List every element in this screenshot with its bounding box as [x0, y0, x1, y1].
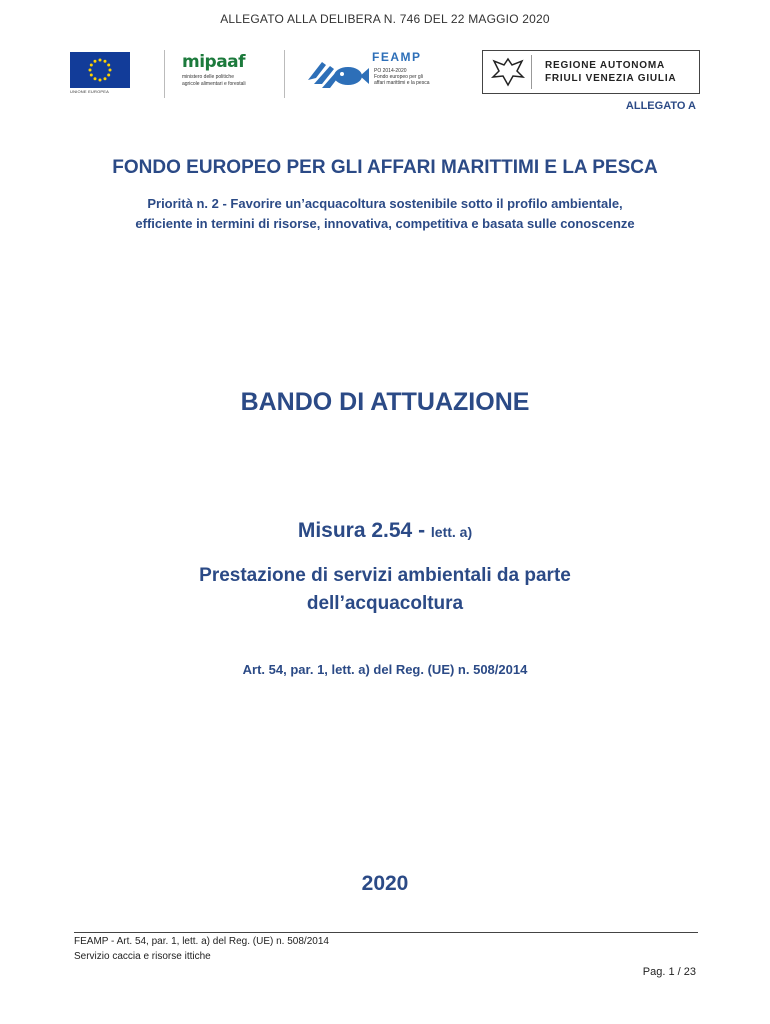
footer-divider — [74, 932, 698, 933]
feamp-line2: Fondo europeo per gli — [374, 74, 423, 80]
eagle-crest-icon — [489, 55, 527, 89]
measure-title-line1: Prestazione di servizi ambientali da parte — [199, 565, 571, 586]
regulation-reference: Art. 54, par. 1, lett. a) del Reg. (UE) n. 508/2014 — [242, 662, 528, 677]
eu-stars-icon — [70, 52, 130, 88]
feamp-line3: affari marittimi e la pesca — [374, 80, 430, 86]
feamp-line1: PO 2014-2020 — [374, 68, 407, 74]
footer-reference: FEAMP - Art. 54, par. 1, lett. a) del Reg. (UE) n. 508/2014 — [74, 936, 329, 947]
fund-title: FONDO EUROPEO PER GLI AFFARI MARITTIMI E LA PESCA — [112, 157, 658, 178]
priority-line1: Priorità n. 2 - Favorire un’acquacoltura sostenibile sotto il profilo ambientale, — [147, 196, 623, 211]
region-divider — [531, 55, 532, 89]
region-logo — [482, 50, 700, 94]
logo-divider — [164, 50, 165, 98]
priority-line2: efficiente in termini di risorse, innovativa, competitiva e basata sulle conoscenze — [135, 216, 635, 231]
feamp-logo — [300, 48, 460, 100]
page-number: Pag. 1 / 23 — [642, 966, 696, 978]
eu-logo — [70, 52, 134, 98]
annex-note: ALLEGATO ALLA DELIBERA N. 746 DEL 22 MAGGIO 2020 — [220, 12, 550, 26]
measure-title — [0, 562, 770, 618]
region-line2: FRIULI VENEZIA GIULIA — [545, 73, 677, 84]
mipaaf-name: mipaaf — [182, 52, 246, 72]
allegato-label: ALLEGATO A — [625, 100, 696, 112]
eu-caption: UNIONE EUROPEA — [70, 89, 110, 94]
misura-number: Misura 2.54 - — [297, 519, 431, 542]
measure-title-line2: dell’acquacoltura — [306, 593, 464, 614]
footer-office: Servizio caccia e risorse ittiche — [74, 951, 211, 962]
feamp-name: FEAMP — [372, 50, 422, 64]
hand-fish-icon — [302, 50, 370, 94]
mipaaf-line2: agricole alimentari e forestali — [182, 81, 246, 87]
mipaaf-line1: ministero delle politiche — [182, 74, 234, 80]
document-year: 2020 — [361, 872, 409, 895]
bando-title: BANDO DI ATTUAZIONE — [240, 388, 530, 416]
mipaaf-logo — [182, 52, 282, 88]
logo-divider — [284, 50, 285, 98]
logo-bar — [70, 48, 700, 100]
eu-flag-icon — [70, 52, 130, 88]
priority-text — [40, 194, 730, 234]
misura-heading — [0, 519, 770, 543]
misura-letter: lett. a) — [430, 524, 473, 540]
region-line1: REGIONE AUTONOMA — [545, 60, 666, 71]
